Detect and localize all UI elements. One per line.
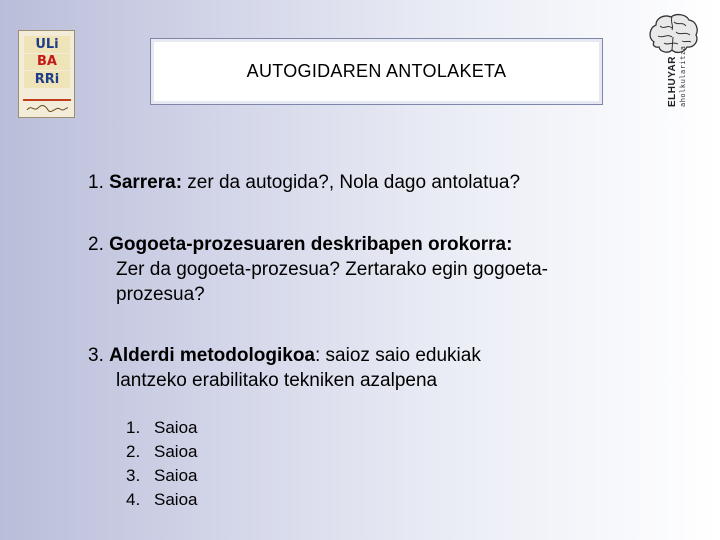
subitem-number: 1. bbox=[126, 418, 141, 437]
signature-icon bbox=[25, 103, 69, 113]
item-text-line-2: lantzeko erabilitako tekniken azalpena bbox=[116, 370, 438, 391]
item-text: zer da autogida?, Nola dago antolatua? bbox=[182, 172, 521, 193]
subitem-3 bbox=[126, 464, 197, 488]
elhuyar-brand: ELHUYAR bbox=[667, 56, 678, 107]
item-heading: Gogoeta-prozesuaren deskribapen orokorra: bbox=[109, 234, 513, 255]
subitem-number: 2. bbox=[126, 442, 141, 461]
elhuyar-logo bbox=[640, 12, 702, 110]
item-number: 2. bbox=[88, 234, 104, 255]
outline-item-3 bbox=[88, 343, 481, 393]
ulibarri-logo bbox=[18, 30, 75, 118]
subitem-label: Saioa bbox=[154, 490, 198, 509]
subitem-label: Saioa bbox=[154, 418, 198, 437]
logo-letters-row-1: ULi bbox=[24, 36, 70, 53]
slide-title: AUTOGIDAREN ANTOLAKETA bbox=[246, 61, 507, 81]
subitem-label: Saioa bbox=[154, 466, 198, 485]
subitem-number: 3. bbox=[126, 466, 141, 485]
item-number: 1. bbox=[88, 172, 104, 193]
subitem-number: 4. bbox=[126, 490, 141, 509]
outline-item-2 bbox=[88, 232, 548, 307]
logo-letters-row-2: BA bbox=[24, 54, 70, 71]
item-heading: Sarrera: bbox=[109, 172, 183, 193]
subitem-1 bbox=[126, 416, 197, 440]
subitem-label: Saioa bbox=[154, 442, 198, 461]
elhuyar-wordmark bbox=[667, 46, 687, 107]
ulibarri-letter-grid bbox=[24, 36, 70, 88]
item-text-line-3: prozesua? bbox=[116, 284, 205, 305]
subitem-2 bbox=[126, 440, 197, 464]
outline-item-1 bbox=[88, 170, 520, 195]
logo-subtitle-rule bbox=[23, 91, 71, 101]
logo-letters-row-3: RRi bbox=[24, 71, 70, 88]
item-number: 3. bbox=[88, 345, 104, 366]
elhuyar-tagline: aholkularitza bbox=[679, 45, 687, 107]
title-box bbox=[150, 38, 603, 105]
item-text-line-2: Zer da gogoeta-prozesua? Zertarako egin gogoeta- bbox=[116, 259, 548, 280]
item-text: : saioz saio edukiak bbox=[315, 345, 481, 366]
item-heading: Alderdi metodologikoa bbox=[109, 345, 315, 366]
subitem-4 bbox=[126, 488, 197, 512]
